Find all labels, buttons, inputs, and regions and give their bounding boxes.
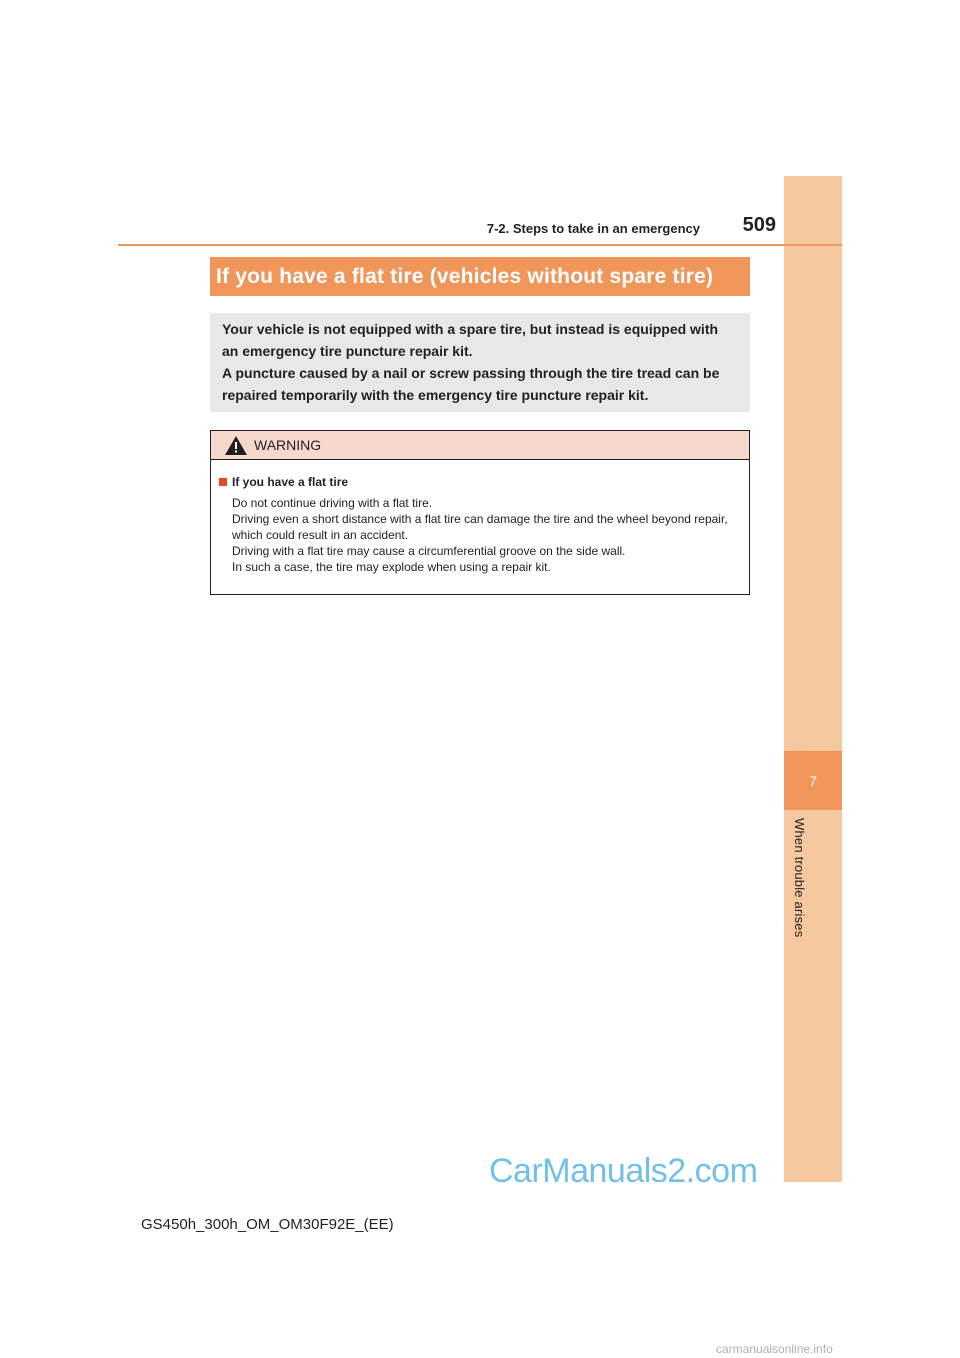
warning-line: Do not continue driving with a flat tire.: [232, 496, 433, 510]
page-number: 509: [742, 214, 776, 236]
intro-paragraph-2: A puncture caused by a nail or screw passing through the tire tread can be repaired temporarily with the emergency tire puncture repair kit.: [222, 365, 720, 403]
chapter-label: When trouble arises: [792, 818, 807, 938]
side-tab: [784, 176, 842, 1182]
watermark-logo: CarManuals2.com: [489, 1152, 758, 1190]
warning-body: [211, 460, 749, 575]
warning-label: WARNING: [254, 437, 322, 453]
intro-paragraph-1: Your vehicle is not equipped with a spare tire, but instead is equipped with an emergency tire puncture repair kit.: [222, 321, 719, 359]
section-title: If you have a flat tire (vehicles without spare tire): [210, 257, 750, 296]
warning-line: Driving even a short distance with a flat tire can damage the tire and the wheel beyond repair, which could result in an accident.: [232, 512, 728, 542]
warning-item-title: [219, 474, 739, 490]
warning-item-text: [232, 495, 739, 575]
warning-line: Driving with a flat tire may cause a circumferential groove on the side wall.: [232, 544, 626, 558]
warning-header: [211, 431, 749, 460]
header-rule: [118, 244, 842, 246]
warning-item-title-text: If you have a flat tire: [232, 475, 349, 489]
warning-line: In such a case, the tire may explode when using a repair kit.: [232, 560, 551, 574]
bullet-square-icon: [219, 478, 227, 486]
footer-code: GS450h_300h_OM_OM30F92E_(EE): [141, 1216, 394, 1233]
warning-triangle-icon: [225, 436, 247, 455]
chapter-number: 7: [784, 751, 842, 810]
watermark-bottom: carmanualsonline.info: [716, 1342, 833, 1356]
intro-box: [210, 313, 750, 412]
warning-box: [210, 430, 750, 595]
section-label: 7-2. Steps to take in an emergency: [486, 221, 700, 236]
